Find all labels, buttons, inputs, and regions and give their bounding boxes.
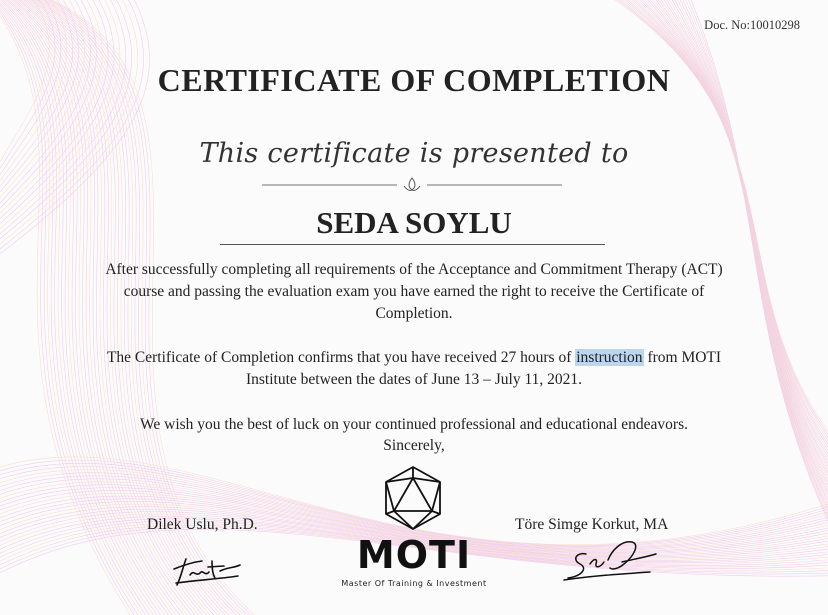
left-signatory-name: Dilek Uslu, Ph.D. (147, 516, 258, 533)
ornament-divider-icon (242, 174, 582, 196)
recipient-name: SEDA SOYLU (316, 205, 512, 240)
left-signature-icon (168, 547, 248, 589)
hours-text-before: The Certificate of Completion confirms that you have received 27 hours of (106, 349, 572, 366)
completion-paragraph: After successfully completing all requirements of the Acceptance and Commitment Therapy (ACT) course and passing the evaluation exam you have earned the right to receive the Certificate of Completion. (105, 261, 723, 322)
wishes-paragraph: We wish you the best of luck on your continued professional and educational endeavors. (140, 416, 688, 433)
logo-tagline: Master Of Training & Investment (341, 579, 487, 588)
certificate-title: CERTIFICATE OF COMPLETION (157, 62, 671, 98)
logo-wordmark: MOTI (356, 533, 472, 577)
presented-to-line: This certificate is presented to (199, 138, 629, 169)
icosahedron-icon (382, 464, 444, 532)
closing-text: Sincerely, (383, 437, 445, 454)
hours-text-after: from MOTI Institute between the dates of June 13 – July 11, 2021. (245, 349, 722, 388)
right-signature-icon (560, 534, 665, 584)
name-underline (220, 244, 605, 245)
right-signatory-name: Töre Simge Korkut, MA (515, 516, 669, 533)
hours-paragraph (90, 347, 738, 391)
document-number: Doc. No:10010298 (704, 18, 800, 32)
highlighted-word: instruction (576, 349, 643, 366)
